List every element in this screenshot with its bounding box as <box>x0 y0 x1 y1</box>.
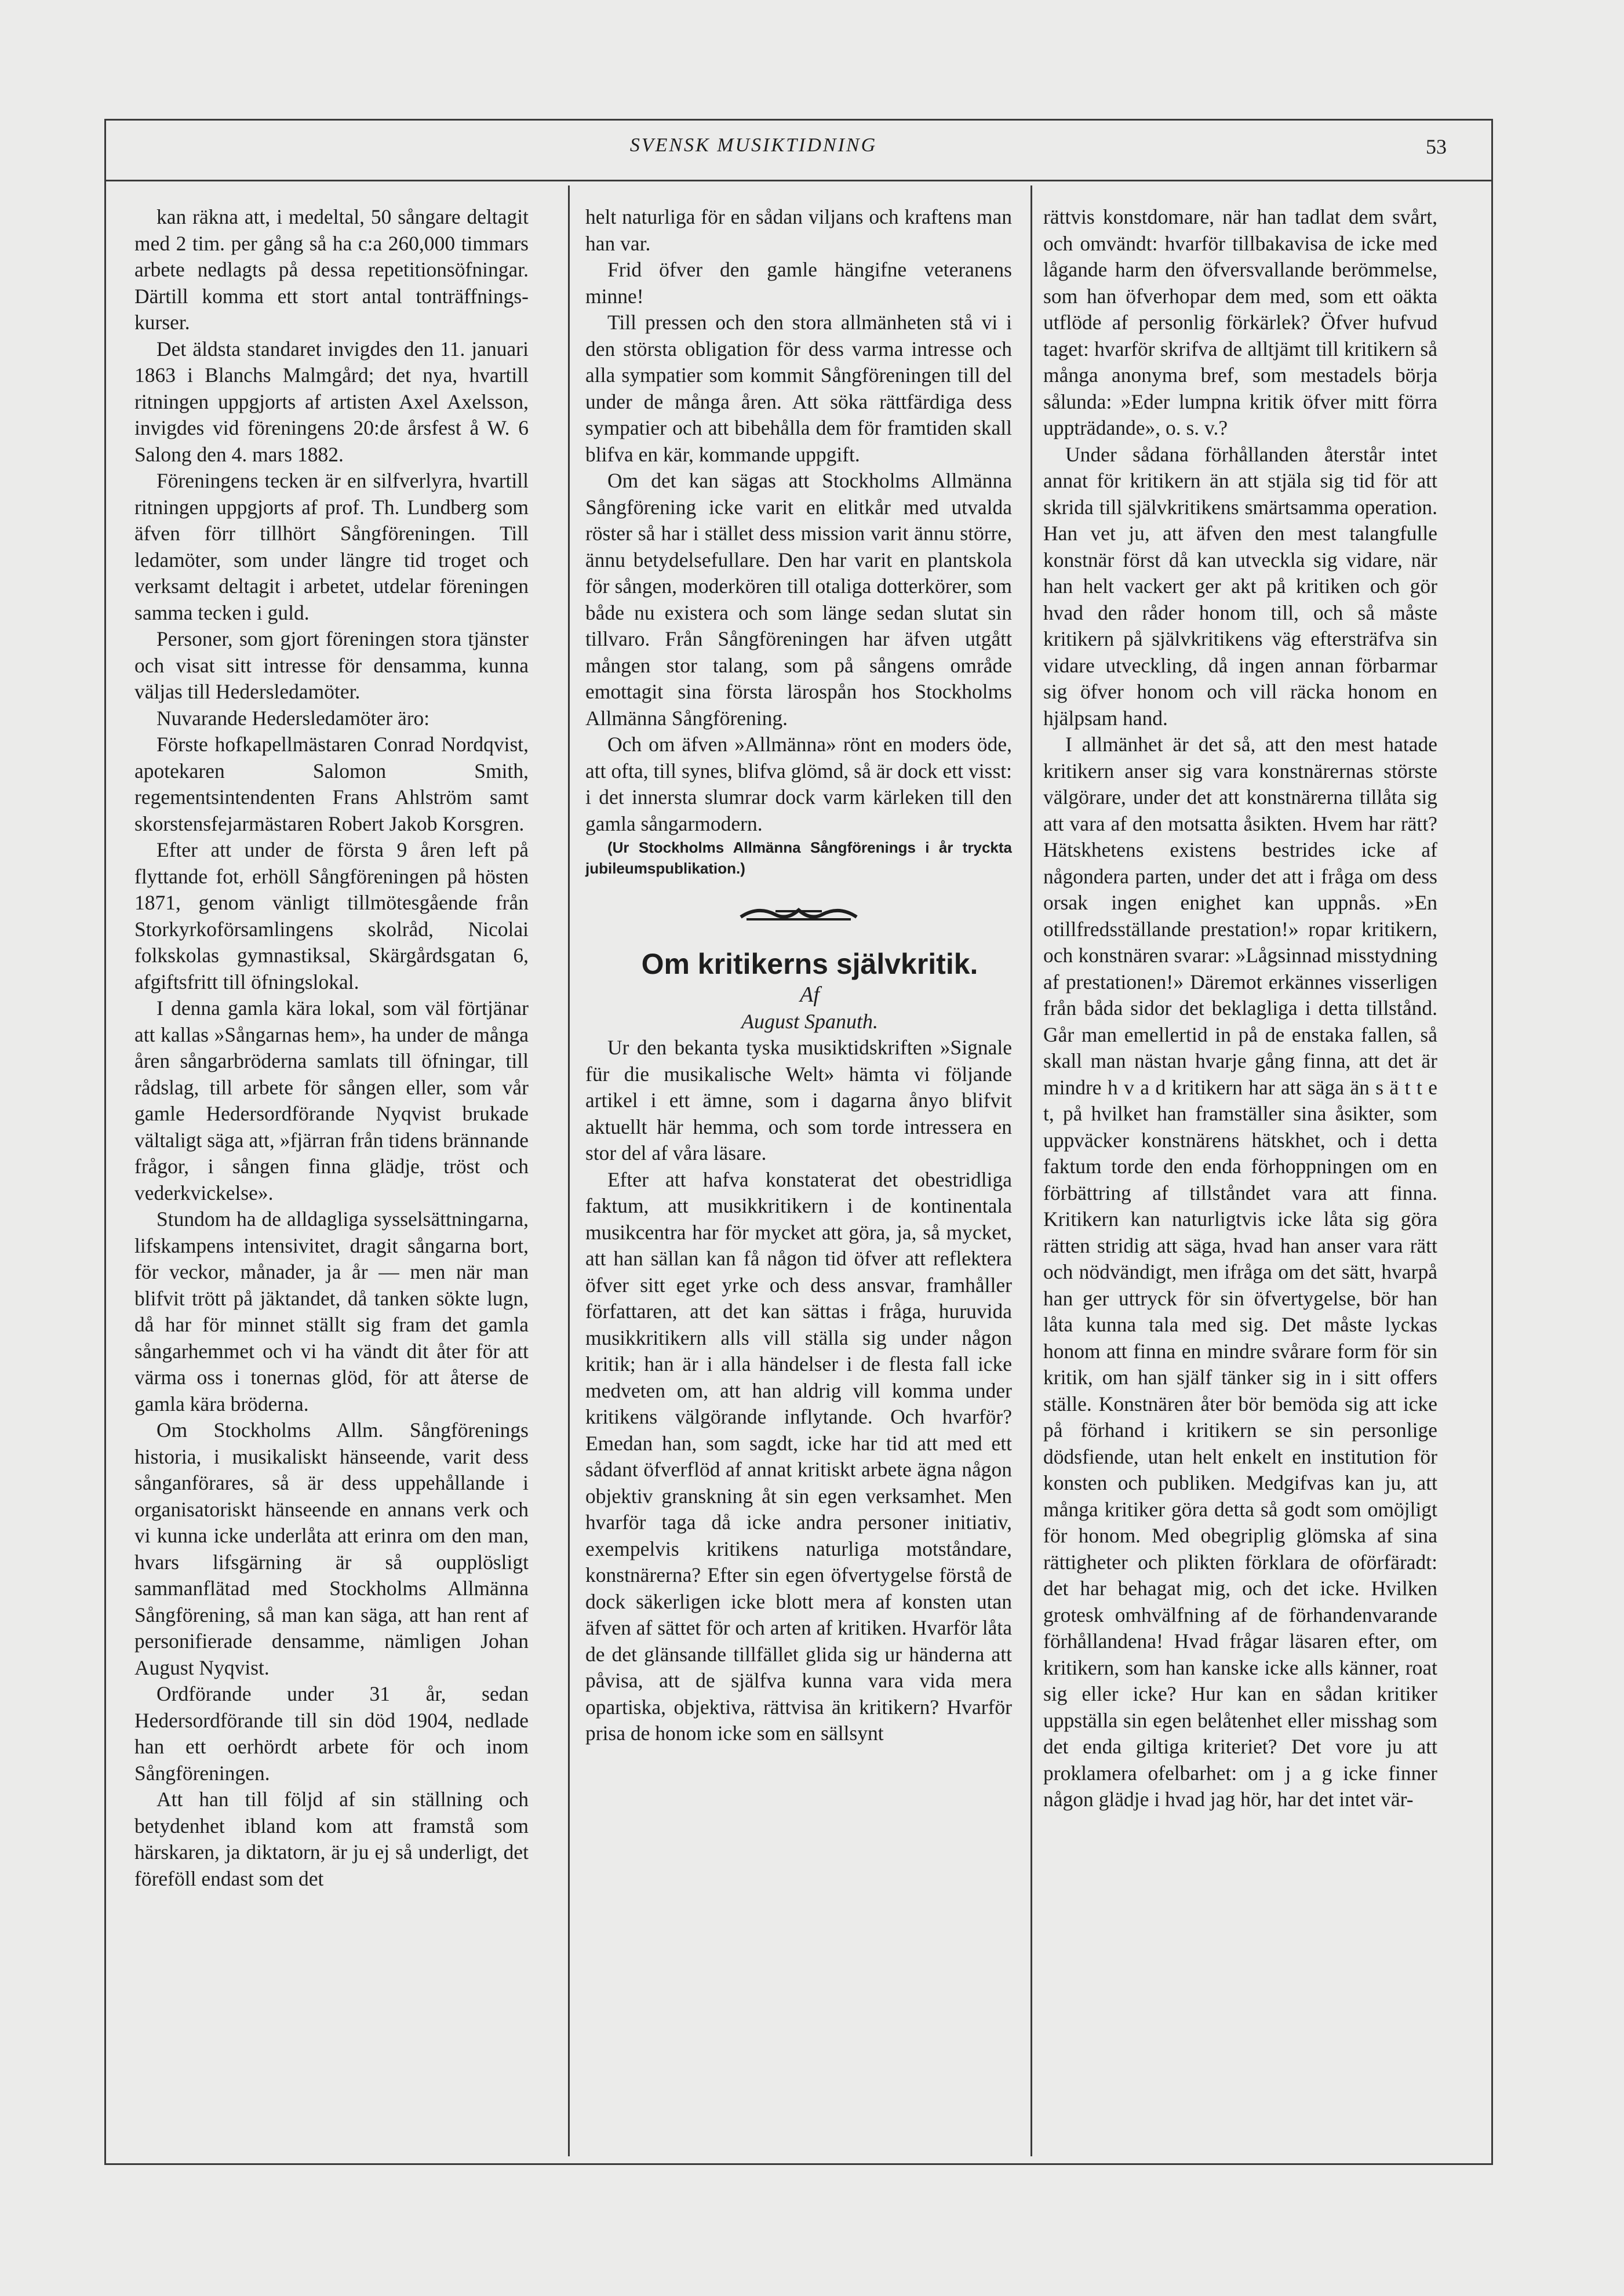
ornament-divider-icon <box>735 902 862 925</box>
column-2 <box>585 204 1012 1747</box>
article-author: August Spanuth. <box>741 1009 878 1033</box>
paragraph: Ur den bekanta tyska musiktidskriften »Signale für die musikalische Welt» hämta vi följande artikel i ett ämne, som i dagarna ånyo blifvit aktuellt här hemma, och som torde intressera en stor del af våra läsare. <box>585 1036 1012 1165</box>
paragraph: Efter att hafva konstaterat det obestridliga faktum, att musikkritikern i de kontinentala musikcentra har för mycket att göra, ja, så mycket, att han sällan kan få någon tid öfver att reflektera öfver sitt eget yrke och dess ansvar, framhåller författaren, att det kan sättas i fråga, huruvida musikkritikern alls vill ställa sig under någon kritik; han är i alla händelser i de flesta fall icke medveten om, att han aldrig vill komma under kritikens välgörande inflytande. Och hvarför? Emedan han, som sagdt, icke har tid att med ett sådant öfverflöd af annat kritiskt arbete ägna någon objektiv granskning åt sin egen verksamhet. Men hvarför taga då icke andra personer initiativ, exempelvis kritikens naturliga motståndare, konstnärerna? Efter sin egen öfvertygelse förstå de dock säkerligen icke blott mera af konsten utan äfven af sättet för och arten af kritiken. Hvarför låta de det glänsande tillfället glida sig ur händerna att påvisa, att de själfva kunna vara vida mera opartiska, objektiva, rättvisa än kritikern? Hvarför prisa de honom icke som en sällsynt <box>585 1167 1012 1745</box>
column-3 <box>1043 204 1437 1813</box>
running-title: SVENSK MUSIKTIDNING <box>629 134 877 156</box>
column-divider-left <box>568 185 570 2156</box>
paragraph: rättvis konstdomare, när han tadlat dem svårt, och omvändt: hvarför tillbakavisa de icke med lågande harm den öfversvallande berömmelse, som han öfverhopar dem med, som ett oäkta utflöde af personlig förkärlek? Öfver hufvud taget: hvarför skrifva de alltjämt till kritikern så många anonyma bref, som mestadels börja sålunda: »Eder lumpna kritik öfver mitt förra uppträdande», o. s. v.? <box>1043 205 1437 439</box>
header-rule <box>104 180 1493 181</box>
paragraph: Frid öfver den gamle hängifne veteranens minne! <box>585 258 1012 308</box>
article-title: Om kritikerns självkritik. <box>641 948 978 980</box>
paragraph: Om Stockholms Allm. Sångförenings historia, i musikaliskt hänseende, varit dess sånganförares, så är dess uppehållande i organisatoriskt hänseende en annans verk och vi kunna icke underlåta att erinra om den man, hvars lifsgärning är så oupplösligt sammanflätad med Stockholms Allmänna Sångförening, så man kan säga, att han rent af personifierade densamme, nämligen Johan August Nyqvist. <box>134 1418 529 1679</box>
column-1 <box>134 204 529 1892</box>
source-note: (Ur Stockholms Allmänna Sångförenings i år tryckta jubileumspublikation.) <box>585 839 1012 877</box>
column-divider-right <box>1031 185 1032 2156</box>
paragraph: Ordförande under 31 år, sedan Hedersordförande till sin död 1904, nedlade han ett oerhördt arbete för och inom Sångföreningen. <box>134 1682 529 1785</box>
paragraph: I allmänhet är det så, att den mest hatade kritikern anser sig vara konstnärernas störste välgörare, under det att konstnärerna tillåta sig att vara af den motsatta åsikten. Hvem har rätt? Hätskhetens existens bestrides icke af någondera parten, under det att i fråga om dess orsak ingen enighet kan uppnås. »En otillfredsställande prestation!» ropar kritikern, och konstnären svarar: »Lågsinnad misstydning af prestationen!» Däremot erkännes visserligen från båda sidor det beklagliga i detta tillstånd. Går man emellertid in på de enstaka fallen, så skall man nästan hvarje gång finna, att det är mindre h v a d kritikern har att säga än s ä t t e t, på hvilket han framställer sina åsikter, som uppväcker konstnärens hätskhet, och i detta faktum torde den enda förhoppningen om en förbättring af tillståndet vara att finna. Kritikern kan naturligtvis icke låta sig göra rätten stridig att säga, hvad han anser vara rätt och nödvändigt, men ifråga om det sätt, hvarpå han ger uttryck för sin öfvertygelse, bör han låta kunna tala med sig. Det måste lyckas honom att finna en mindre svårare form för sin kritik, om han själf tänker sig in i sitt offers ställe. Konstnären åter bör bemöda sig att icke på förhand i kritikern se sin personlige dödsfiende, utan helt enkelt en institution för konsten och publiken. Medgifvas kan ju, att många kritiker göra detta så godt som omöjligt för honom. Med obegriplig glömska af sina rättigheter och plikten förklara de oförfäradt: det har behagat mig, och det icke. Hvilken grotesk omhvälfning af de förhandenvarande förhållandena! Hvad frågar läsaren efter, om kritikern, som han kanske icke alls känner, roat sig eller icke? Hur kan en sådan kritiker uppställa sin egen belåtenhet eller misshag som det enda giltiga kriteriet? Det vore ju att proklamera ofelbarhet: om j a g icke finner någon glädje i hvad jag hör, har det intet vär- <box>1043 733 1437 1811</box>
paragraph: Om det kan sägas att Stockholms Allmänna Sångförening icke varit en elitkår med utvalda röster så har i stället dess mission varit ännu större, ännu betydelsefullare. Den har varit en plantskola för sången, moderkören till otaliga dotterkörer, som både nu existera och som länge sedan slutat sin tillvaro. Från Sångföreningen har äfven utgått mången stor talang, som på sångens område emottagit sina första lärospån hos Stockholms Allmänna Sångförening. <box>585 469 1012 730</box>
paragraph: Föreningens tecken är en silfverlyra, hvartill ritningen uppgjorts af prof. Th. Lundberg som äfven förr tillhört Sångföreningen. Till ledamöter, som under längre tid troget och verksamt deltagit i arbetet, utdelar föreningen samma tecken i guld. <box>134 469 529 624</box>
page-number: 53 <box>1426 135 1447 158</box>
paragraph: Det äldsta standaret invigdes den 11. januari 1863 i Blanchs Malmgård; det nya, hvartill ritningen uppgjorts af artisten Axel Axelsson, invigdes vid föreningens 20:de årsfest å W. 6 Salong den 4. mars 1882. <box>134 337 529 466</box>
paragraph: Att han till följd af sin ställning och betydenhet ibland kom att framstå som härskaren, ja diktatorn, är ju ej så underligt, det föreföll endast som det <box>134 1788 529 1890</box>
paragraph: Förste hofkapellmästaren Conrad Nordqvist, apotekaren Salomon Smith, regementsintendenten Frans Ahlström samt skorstensfejarmästaren Robert Jakob Korsgren. <box>134 733 529 835</box>
paragraph: kan räkna att, i medeltal, 50 sångare deltagit med 2 tim. per gång så ha c:a 260,000 timmars arbete nedlagts på dessa repetitionsöfningar. Därtill komma ett stort antal tonträffnings-kurser. <box>134 205 529 334</box>
paragraph: Nuvarande Hedersledamöter äro: <box>156 706 430 730</box>
paragraph: Personer, som gjort föreningen stora tjänster och visat sitt intresse för densamma, kunna väljas till Hedersledamöter. <box>134 627 529 703</box>
byline-prefix: Af <box>800 983 820 1007</box>
paragraph: helt naturliga för en sådan viljans och kraftens man han var. <box>585 205 1012 255</box>
paragraph: Stundom ha de alldagliga sysselsättningarna, lifskampens intensivitet, dragit sångarna bort, för veckor, månader, ja år — men när man blifvit trött på jäktandet, då tanken sökte lugn, då har för minnet ställt sig fram det gamla sångarhemmet och vi ha vändt dit åter för att värma oss i tonernas glöd, för att återse de gamla kära bröderna. <box>134 1207 529 1416</box>
paragraph: Och om äfven »Allmänna» rönt en moders öde, att ofta, till synes, blifva glömd, så är dock ett visst: i det innersta slumrar dock varm kärleken till den gamla sångarmodern. <box>585 733 1012 835</box>
paragraph: Till pressen och den stora allmänheten stå vi i den största obligation för dess varma intresse och alla sympatier som kommit Sångföreningen till del under de många åren. Att söka rättfärdiga dess sympatier och att bibehålla dem för framtiden skall blifva en kär, kommande uppgift. <box>585 311 1012 466</box>
paragraph: I denna gamla kära lokal, som väl förtjänar att kallas »Sångarnas hem», ha under de många åren sångarbröderna samlats till öfningar, till rådslag, till arbete för sången eller, som vår gamle Hedersordförande Nyqvist brukade vältaligt säga att, »fjärran från tidens brännande frågor, i sången finna glädje, tröst och vederkvickelse». <box>134 996 529 1205</box>
paragraph: Efter att under de första 9 åren left på flyttande fot, erhöll Sångföreningen på hösten 1871, genom vänligt tillmötesgående från Storkyrkoförsamlingens skolråd, Nicolai folkskolas gymnastiksal, Skärgårdsgatan 6, afgiftsfritt till öfningslokal. <box>134 838 529 994</box>
paragraph: Under sådana förhållanden återstår intet annat för kritikern än att stjäla sig tid för att skrida till självkritikens smärtsamma operation. Han vet ju, att äfven den mest talangfulle konstnär först då kan utveckla sig vidare, när han helt vackert ger akt på kritiken och gör hvad den råder honom till, och så måste kritikern på självkritikens väg eftersträfva sin vidare utveckling, då ingen annan förbarmar sig öfver honom och vill räcka honom en hjälpsam hand. <box>1043 442 1437 730</box>
